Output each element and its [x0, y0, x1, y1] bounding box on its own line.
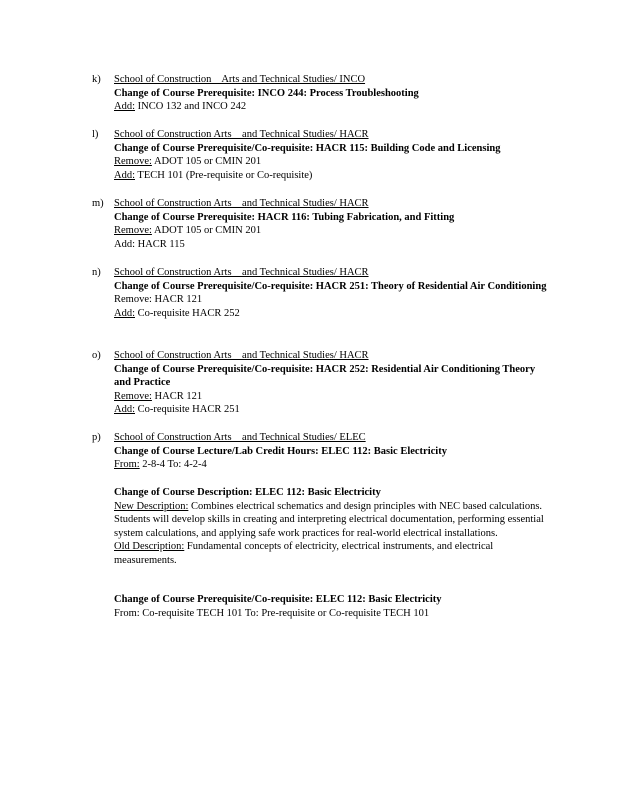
from-value: 2-8-4 To: 4-2-4 [139, 459, 207, 471]
item-title: Change of Course Prerequisite: INCO 244: Process Troubleshooting [114, 87, 419, 99]
item-title: Change of Course Lecture/Lab Credit Hours: ELEC 112: Basic Electricity [114, 445, 447, 457]
item-title: Change of Course Prerequisite: HACR 116: Tubing Fabrication, and Fitting [114, 211, 455, 223]
item-letter: m) [92, 198, 104, 209]
add-value: INCO 132 and INCO 242 [135, 101, 247, 113]
from-label: From: [114, 459, 140, 471]
old-description [114, 540, 544, 567]
item-heading: School of Construction Arts and Technical Studies/ HACR [114, 350, 369, 361]
corequisite-change [114, 593, 544, 620]
item-letter: l) [92, 129, 99, 140]
item-letter: p) [92, 432, 101, 443]
add-label: Add: [114, 169, 135, 181]
add-value: Co-requisite HACR 252 [135, 307, 240, 319]
add-label: Add: [114, 101, 135, 113]
add-label: Add: [114, 307, 135, 319]
item-title: Change of Course Prerequisite/Co-requisite: HACR 251: Theory of Residential Air Conditioning [114, 280, 547, 292]
item-letter: n) [92, 267, 101, 278]
item-letter: k) [92, 74, 101, 85]
add-label: Add: [114, 404, 135, 416]
remove-label: Remove: [114, 390, 152, 402]
item-heading: School of Construction Arts and Technical Studies/ INCO [114, 74, 366, 85]
new-description-label: New Description: [114, 500, 189, 512]
item-m [92, 197, 552, 251]
description-change-title: Change of Course Description: ELEC 112: Basic Electricity [114, 487, 381, 498]
item-heading: School of Construction Arts and Technical Studies/ HACR [114, 129, 369, 140]
remove-value: HACR 121 [151, 390, 203, 402]
new-description-text: Combines electrical schematics and design principles with NEC based calculations. Students will develop skills in creating and interpreting electrical documentation, performing essential system calculations, and applying safe work practices for real-world electrical installations. [114, 500, 544, 539]
item-heading: School of Construction Arts and Technical Studies/ ELEC [114, 432, 366, 443]
new-description [114, 500, 544, 541]
remove-label: Remove: [114, 225, 152, 237]
item-n [92, 266, 552, 320]
old-description-label: Old Description: [114, 541, 185, 553]
remove-value: ADOT 105 or CMIN 201 [151, 225, 262, 237]
item-title: Change of Course Prerequisite/Co-requisite: HACR 115: Building Code and Licensing [114, 142, 501, 154]
item-o [92, 349, 552, 417]
corequisite-change-text: From: Co-requisite TECH 101 To: Pre-requisite or Co-requisite TECH 101 [114, 607, 430, 619]
old-description-text: Fundamental concepts of electricity, electrical instruments, and electrical measurements. [114, 541, 494, 566]
add-value: Co-requisite HACR 251 [135, 404, 240, 416]
item-title: Change of Course Prerequisite/Co-requisite: HACR 252: Residential Air Conditioning Theory and Practice [114, 363, 536, 389]
item-k [92, 73, 552, 114]
item-heading: School of Construction Arts and Technical Studies/ HACR [114, 267, 369, 278]
remove-value: ADOT 105 or CMIN 201 [151, 156, 262, 168]
item-p [92, 431, 552, 472]
item-l [92, 128, 552, 182]
remove-line: Remove: HACR 121 [114, 294, 203, 306]
add-line: Add: HACR 115 [114, 238, 185, 250]
corequisite-change-title: Change of Course Prerequisite/Co-requisite: ELEC 112: Basic Electricity [114, 594, 442, 605]
remove-label: Remove: [114, 156, 152, 168]
add-value: TECH 101 (Pre-requisite or Co-requisite) [135, 169, 313, 181]
item-heading: School of Construction Arts and Technical Studies/ HACR [114, 198, 369, 209]
description-change [114, 486, 544, 568]
item-letter: o) [92, 350, 101, 361]
